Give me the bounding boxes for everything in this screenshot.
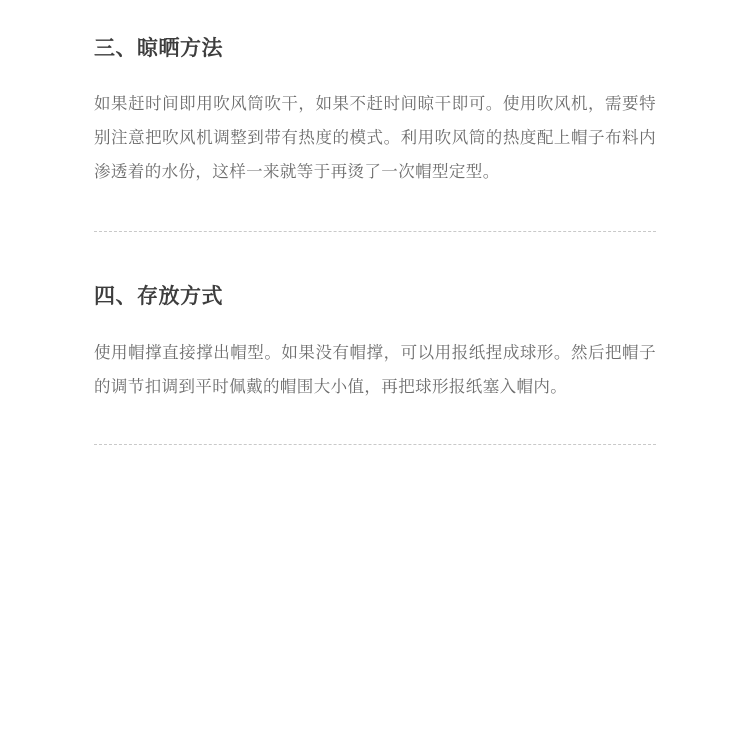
- section-divider-2: [94, 444, 656, 445]
- section-storage-method: [94, 282, 656, 403]
- section-divider-1: [94, 231, 656, 232]
- section-body-storage-method: 使用帽撑直接撑出帽型。如果没有帽撑，可以用报纸捏成球形。然后把帽子的调节扣调到平时佩戴的帽围大小值，再把球形报纸塞入帽内。: [94, 343, 656, 396]
- gap-before-divider-1: [94, 189, 656, 231]
- section-drying-method: [94, 34, 656, 189]
- section-divider-1-wrap: [94, 231, 656, 232]
- section-title-drying-method: 三、晾晒方法: [94, 37, 223, 60]
- title-body-spacer-1: [94, 63, 656, 87]
- section-body-drying-method: 如果赶时间即用吹风筒吹干，如果不赶时间晾干即可。使用吹风机，需要特别注意把吹风机调整到带有热度的模式。利用吹风筒的热度配上帽子布料内渗透着的水份，这样一来就等于再烫了一次帽型定型。: [94, 95, 656, 182]
- section-title-storage-method: 四、存放方式: [94, 285, 223, 309]
- top-spacer: [94, 0, 656, 34]
- gap-before-divider-2: [94, 404, 656, 444]
- gap-after-divider-1: [94, 232, 656, 282]
- bottom-whitespace: [94, 445, 656, 645]
- section-divider-2-wrap: [94, 444, 656, 445]
- title-body-spacer-2: [94, 312, 656, 336]
